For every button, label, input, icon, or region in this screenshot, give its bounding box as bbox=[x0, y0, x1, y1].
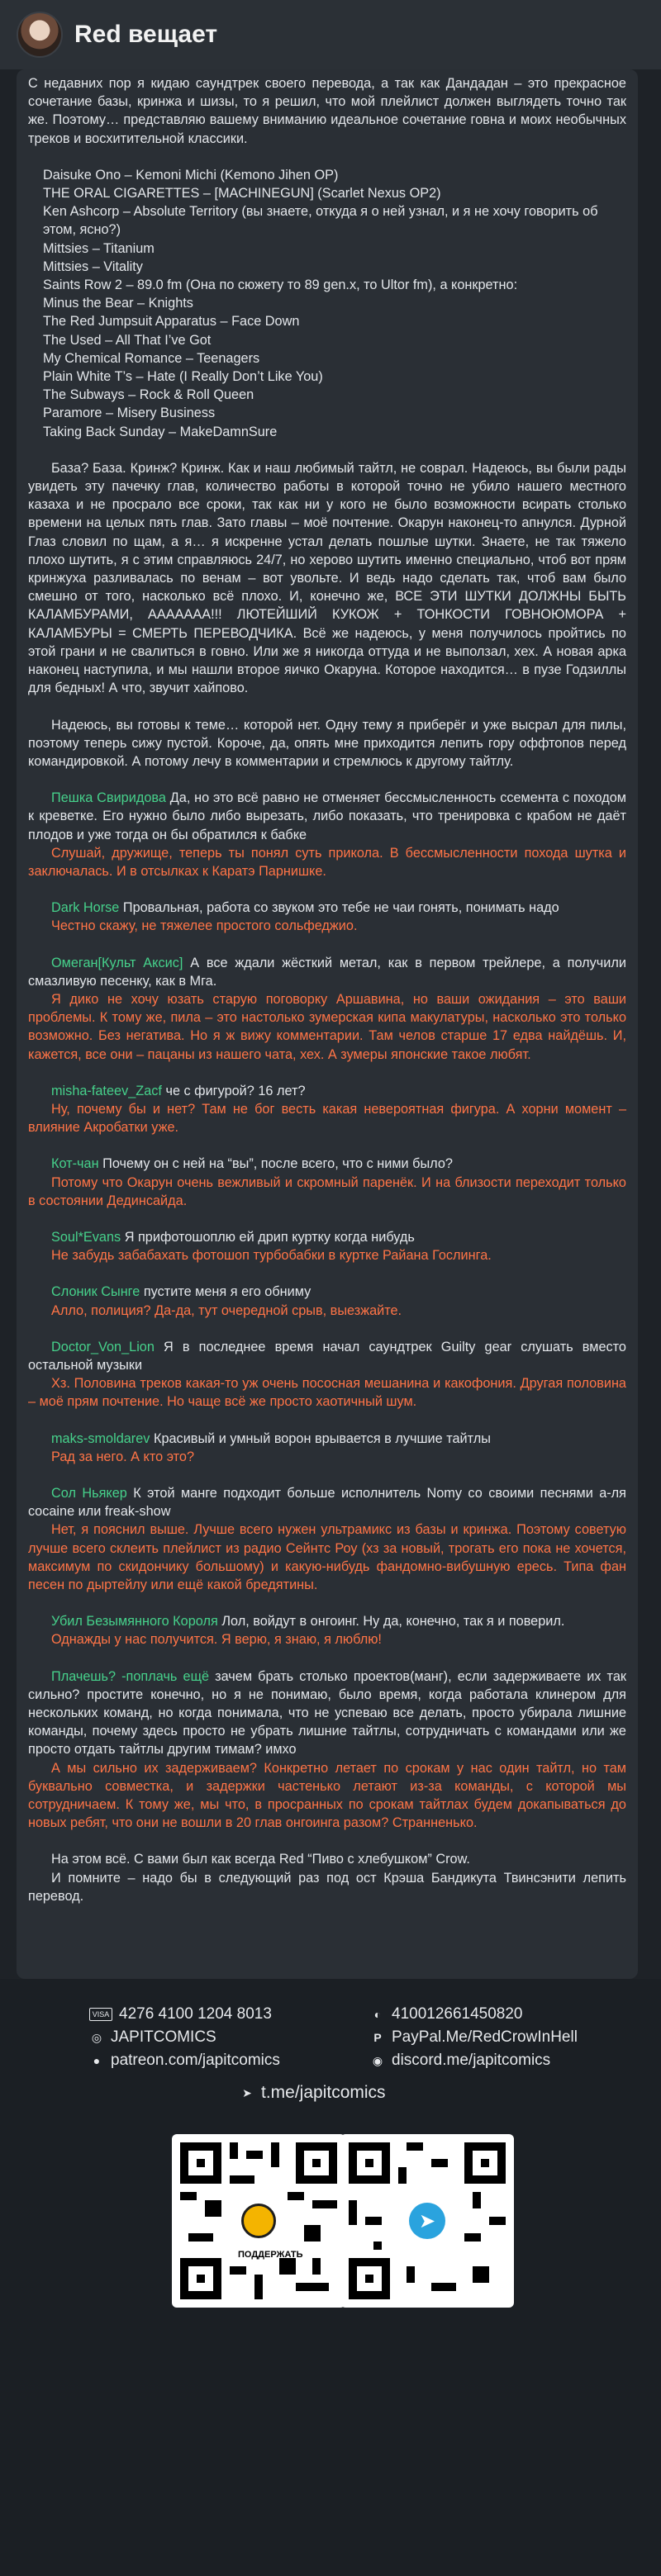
site-name[interactable]: JAPITCOMICS bbox=[111, 2028, 216, 2046]
comment-block bbox=[28, 954, 626, 1064]
comment-text: Я прифотошоплю ей дрип куртку когда нибудь bbox=[121, 1229, 415, 1245]
track-item: Daisuke Ono – Kemoni Michi (Kemono Jihen OP) bbox=[43, 167, 339, 183]
outro-line: И помните – надо бы в следующий раз под ост Крэша Бандикута Твинсэнити лепить перевод. bbox=[28, 1870, 626, 1904]
telegram-row bbox=[240, 2083, 386, 2103]
track-item: Mittsies – Vitality bbox=[43, 259, 143, 274]
comment-text: Я в последнее время начал саундтрек Guilty gear слушать вместо остальной музыки bbox=[28, 1339, 626, 1373]
commenter-name[interactable]: Омеган[Культ Аксис] bbox=[51, 955, 183, 970]
reply-text: Слушай, дружище, теперь ты понял суть прикола. В бессмысленности похода шутка и заключалась. И в отсылках к Каратэ Парнишке. bbox=[28, 845, 626, 879]
commenter-name[interactable]: Пешка Свиридова bbox=[51, 790, 166, 806]
donate-label: ПОДДЕРЖАТЬ bbox=[238, 2250, 303, 2260]
outro-line: На этом всё. С вами был как всегда Red “Пиво с хлебушком” Crow. bbox=[51, 1852, 470, 1867]
commenter-name[interactable]: Кот-чан bbox=[51, 1156, 99, 1172]
commenter-name[interactable]: Dark Horse bbox=[51, 900, 120, 916]
track-list bbox=[43, 166, 626, 441]
track-item: The Used – All That I’ve Got bbox=[43, 332, 212, 348]
comment-block bbox=[28, 1283, 626, 1319]
paypal-link[interactable]: PayPal.Me/RedCrowInHell bbox=[392, 2028, 578, 2046]
telegram-link[interactable]: t.me/japitcomics bbox=[261, 2083, 386, 2102]
comment-text: А все ждали жёсткий метал, как в первом трейлере, а получили смазливую песенку, как в Мга. bbox=[28, 955, 626, 989]
channel-avatar[interactable] bbox=[17, 12, 63, 58]
reply-text: А мы сильно их задерживаем? Конкретно летает по срокам у нас один тайтл, но там буквально совместка, и задержки частенько летают из-за команды, с которой мы сотрудничаем. К тому же, мы что, в просранных по срокам тайтлах будем докапываться до новых ребят, что они не вошли в 20 глав онгоинга разом? Странненько. bbox=[28, 1760, 626, 1831]
card-number[interactable]: 4276 4100 1204 8013 bbox=[119, 2005, 272, 2023]
comment-block bbox=[28, 899, 626, 935]
channel-header bbox=[0, 0, 661, 69]
track-item: Mittsies – Titanium bbox=[43, 240, 155, 256]
track-item: Saints Row 2 – 89.0 fm (Она по сюжету то 89 gen.x, то Ultor fm), а конкретно: bbox=[43, 278, 518, 293]
comment-block bbox=[28, 789, 626, 880]
reply-text: Однажды у нас получится. Я верю, я знаю, я люблю! bbox=[51, 1632, 382, 1648]
telegram-logo-icon: ➤ bbox=[409, 2203, 445, 2239]
comment-text: зачем брать столько проектов(манг), если задерживаете их так сильно? простите конечно, но я не понимаю, было время, когда работала клинером для нескольких команд, но когда понимала, что не успеваю все делать, просто убирала лишние команды, почему здесь просто не убрать лишние тайтлы, сотрудничать с командами или же просто отдать тайтлы другим тимам? имхо bbox=[28, 1668, 626, 1758]
commenter-name[interactable]: maks-smoldarev bbox=[51, 1430, 150, 1446]
commenter-name[interactable]: Убил Безымянного Короля bbox=[51, 1614, 218, 1630]
track-item: THE ORAL CIGARETTES – [MACHINEGUN] (Scarlet Nexus OP2) bbox=[43, 186, 441, 202]
comment-text: че с фигурой? 16 лет? bbox=[161, 1083, 306, 1098]
track-item: The Subways – Rock & Roll Queen bbox=[43, 387, 254, 403]
comment-block bbox=[28, 1612, 626, 1649]
telegram-icon: ➤ bbox=[242, 2086, 252, 2099]
message-card bbox=[17, 69, 638, 1979]
telegram-qr-code[interactable] bbox=[340, 2134, 514, 2308]
channel-title[interactable]: Red вещает bbox=[74, 21, 218, 48]
comment-text: пустите меня я его обниму bbox=[140, 1284, 311, 1300]
track-item: Paramore – Misery Business bbox=[43, 406, 216, 421]
track-item: Taking Back Sunday – MakeDamnSure bbox=[43, 424, 278, 439]
comment-block bbox=[28, 1228, 626, 1264]
track-item: Minus the Bear – Knights bbox=[43, 296, 193, 311]
site-row bbox=[89, 2028, 216, 2047]
track-item: Plain White T’s – Hate (I Really Don’t Like You) bbox=[43, 369, 323, 385]
discord-link[interactable]: discord.me/japitcomics bbox=[392, 2052, 551, 2069]
commenter-name[interactable]: Сол Ньякер bbox=[51, 1486, 127, 1501]
yoomoney-number[interactable]: 410012661450820 bbox=[392, 2005, 523, 2023]
comment-block bbox=[28, 1155, 626, 1210]
comment-text: Да, но это всё равно не отменяет бессмысленность ссемента с походом к креветке. Его нужно было либо вырезать, либо показать, что тренировка с крабом не даёт плодов и уже тогда он бы обратился к бабке bbox=[28, 790, 626, 842]
comment-text: Красивый и умный ворон врывается в лучшие тайтлы bbox=[150, 1430, 491, 1446]
paypal-icon: P bbox=[373, 2031, 382, 2044]
discord-row bbox=[370, 2052, 550, 2070]
coin-icon bbox=[241, 2204, 276, 2238]
patreon-row bbox=[89, 2052, 280, 2070]
commenter-name[interactable]: Слоник Сынге bbox=[51, 1284, 140, 1300]
card-row bbox=[89, 2005, 272, 2023]
intro-paragraph: С недавних пор я кидаю саундтрек своего перевода, а так как Дандадан – это прекрасное сочетание базы, кринжа и шизы, то я решил, что мой плейлист должен выглядеть точно так же. Поэтому… представляю вашему вниманию идеальное сочетание говна и моих необычных треков и восхитительной классики. bbox=[28, 76, 626, 146]
track-item: My Chemical Romance – Teenagers bbox=[43, 350, 260, 366]
reply-text: Честно скажу, не тяжелее простого сольфеджио. bbox=[51, 918, 358, 934]
patreon-link[interactable]: patreon.com/japitcomics bbox=[111, 2052, 280, 2069]
comment-block bbox=[28, 1668, 626, 1833]
message-content bbox=[28, 74, 626, 1905]
reply-text: Я дико не хочу юзать старую поговорку Аршавина, но ваши ожидания – это ваши проблемы. К тому же, пила – это настолько зумерская кипа макулатуры, насколько это только возможно. Без негатива. Но я ж вижу комментарии. Там челов старше 17 едва найдёшь. И, кажется, все они – пацаны из нашего чата, хех. А зумеры японские такое любят. bbox=[28, 991, 626, 1062]
donate-badge bbox=[230, 2196, 288, 2246]
commenter-name[interactable]: misha-fateev_Zacf bbox=[51, 1083, 162, 1098]
comment-block bbox=[28, 1082, 626, 1137]
track-item: The Red Jumpsuit Apparatus – Face Down bbox=[43, 314, 300, 330]
globe-icon: ◎ bbox=[91, 2031, 102, 2044]
commenter-name[interactable]: Soul*Evans bbox=[51, 1229, 121, 1245]
discord-icon: ◉ bbox=[372, 2054, 383, 2067]
reply-text: Не забудь забабахать фотошоп турбобабки в куртке Райана Гослинга. bbox=[51, 1248, 492, 1264]
wallet-icon: ◐ bbox=[373, 2008, 382, 2021]
reply-text: Потому что Окарун очень вежливый и скромный паренёк. И на близости переходит только в состоянии Дединсайда. bbox=[28, 1174, 626, 1208]
comment-text: Почему он с ней на “вы”, после всего, что с ними было? bbox=[98, 1156, 453, 1172]
comment-text: Лол, войдут в онгоинг. Ну да, конечно, так я и поверил. bbox=[217, 1614, 565, 1630]
reply-text: Алло, полиция? Да-да, тут очередной срыв, выезжайте. bbox=[51, 1302, 402, 1318]
patreon-icon: ● bbox=[93, 2054, 101, 2067]
commenter-name[interactable]: Плачешь? -поплачь ещё bbox=[51, 1668, 210, 1684]
main-paragraph: База? База. Кринж? Кринж. Как и наш любимый тайтл, не соврал. Надеюсь, вы были рады увидеть эту пачечку глав, количество работы в которой точно не убило нашего местного казаха и не просрало все сроки, так как ни у кого не было возможности всирать столько времени на целых пять глав. Зато главы – моё почтение. Окарун наконец-то апнулся. Дурной Глаз словил по щам, а я… я искренне устал делать пошлые шутки. Знаете, не так тяжело плохо шутить, я с этим справляюсь 24/7, но херово шутить именно специально, чтоб вот прям кринжуха разливалась по венам – вот увольте. И ведь надо сделать так, чтоб вам было смешно от того, насколько всё плохо. И, конечно же, ВСЕ ЭТИ ШУТКИ ДОЛЖНЫ БЫТЬ КАЛАМБУРАМИ, ААААААА!!! ЛЮТЕЙШИЙ КУКОЖ + ТОНКОСТИ ГОВНОЮМОРА + КАЛАМБУРЫ = СМЕРТЬ ПЕРЕВОДЧИКА. Всё же надеюсь, у меня получилось пройтись по этой грани и не свалиться в говно. Или же я никогда оттуда и не выползал, хех. А новая арка наконец наступила, и мы нашли второе яичко Окаруна. Которое находится… в пузе Годзиллы для бедных! А что, звучит хайпово. bbox=[28, 460, 626, 696]
comment-text: Провальная, работа со звуком это тебе не чаи гонять, понимать надо bbox=[119, 900, 559, 916]
reply-text: Рад за него. А кто это? bbox=[51, 1449, 195, 1464]
track-item: Ken Ashcorp – Absolute Territory (вы знаете, откуда я о ней узнал, и я не хочу говорить об этом, ясно?) bbox=[43, 204, 598, 238]
reply-text: Хз. Половина треков какая-то уж очень пососная мешанина и какофония. Другая половина – моё прям почтение. Но чаще всё же просто хаотичный шум. bbox=[28, 1376, 626, 1410]
donate-qr-code[interactable] bbox=[172, 2134, 345, 2308]
reply-text: Ну, почему бы и нет? Там не бог весть какая невероятная фигура. А хорни момент – влияние Акробатки уже. bbox=[28, 1101, 626, 1136]
comment-block bbox=[28, 1430, 626, 1466]
comment-block bbox=[28, 1484, 626, 1594]
topic-paragraph: Надеюсь, вы готовы к теме… которой нет. Одну тему я приберёг и уже высрал для пилы, поэтому теперь сижу пустой. Короче, да, опять мне приходится лепить гору оффтопов перед командировкой. А потому лечу в комментарии и стремлюсь к другому тайтлу. bbox=[28, 717, 626, 769]
reply-text: Нет, я пояснил выше. Лучше всего нужен ультрамикс из базы и кринжа. Поэтому советую лучше всего склеить плейлист из радио Сейнтс Роу (хз за новый, трогать его пока не хочется, максимум по скидончику большому) и какую-нибудь фандомно-вибушную ересь. Типа фан песен по дыртейлу или ещё какой бредятины. bbox=[28, 1522, 626, 1593]
telegram-badge bbox=[398, 2196, 456, 2246]
visa-card-icon: VISA bbox=[89, 2008, 112, 2021]
yoomoney-row bbox=[370, 2005, 523, 2023]
comment-text: К этой манге подходит больше исполнитель Nomy со своими песнями а-ля cocaine или freak-show bbox=[28, 1486, 627, 1520]
commenter-name[interactable]: Doctor_Von_Lion bbox=[51, 1339, 155, 1354]
paypal-row bbox=[370, 2028, 578, 2047]
comment-block bbox=[28, 1338, 626, 1411]
